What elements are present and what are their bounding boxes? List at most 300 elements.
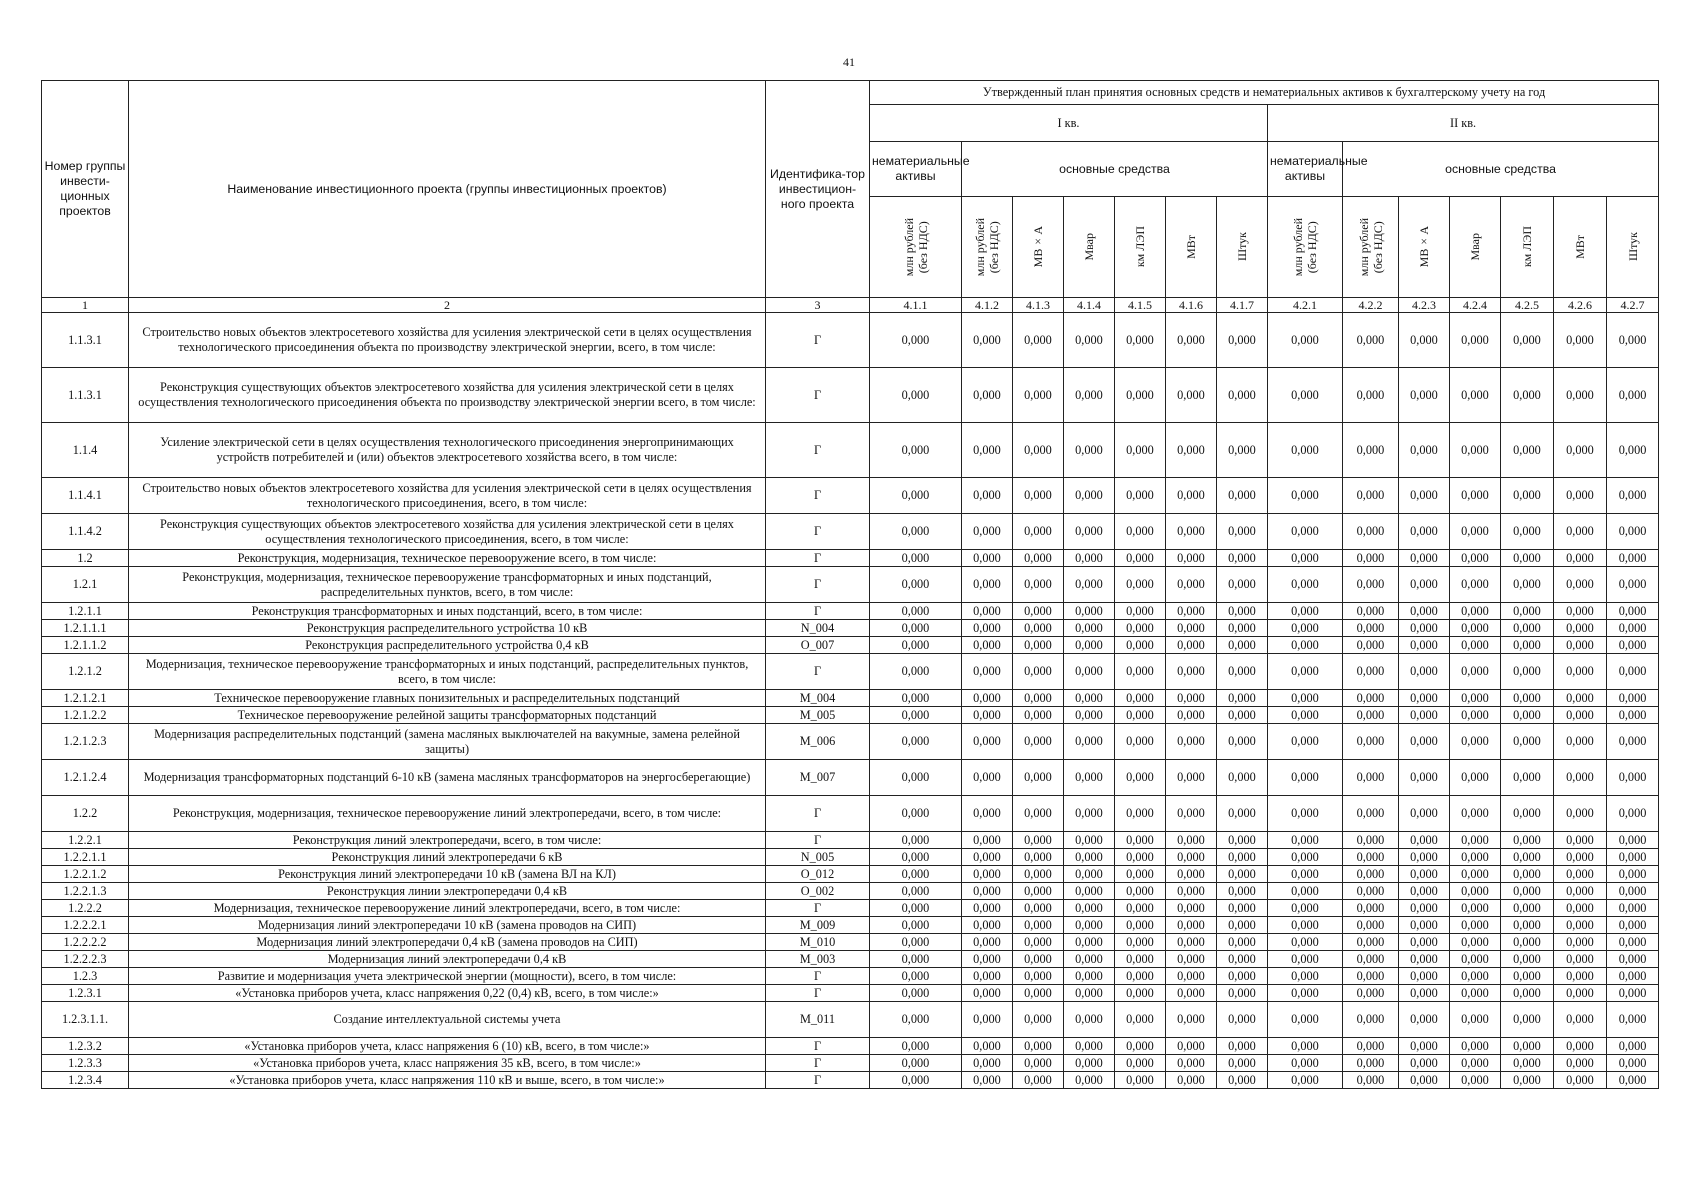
- header-project-id: Идентифика-тор инвестицион-ного проекта: [766, 81, 870, 298]
- value-cell: 0,000: [1554, 707, 1607, 724]
- header-quarter-2: II кв.: [1268, 105, 1659, 142]
- group-number-cell: 1.2: [42, 550, 129, 567]
- value-cell: 0,000: [1268, 1055, 1343, 1072]
- value-cell: 0,000: [1450, 951, 1501, 968]
- value-cell: 0,000: [1554, 866, 1607, 883]
- value-cell: 0,000: [870, 313, 962, 368]
- project-id-cell: М_003: [766, 951, 870, 968]
- value-cell: 0,000: [870, 951, 962, 968]
- value-cell: 0,000: [1607, 567, 1659, 603]
- project-id-cell: N_005: [766, 849, 870, 866]
- value-cell: 0,000: [1013, 620, 1064, 637]
- value-cell: 0,000: [1166, 985, 1217, 1002]
- value-cell: 0,000: [1115, 985, 1166, 1002]
- value-cell: 0,000: [962, 917, 1013, 934]
- group-number-cell: 1.2.2.2.1: [42, 917, 129, 934]
- value-cell: 0,000: [962, 866, 1013, 883]
- value-cell: 0,000: [1013, 368, 1064, 423]
- value-cell: 0,000: [1064, 883, 1115, 900]
- value-cell: 0,000: [1343, 707, 1399, 724]
- value-cell: 0,000: [1399, 724, 1450, 760]
- value-cell: 0,000: [1166, 796, 1217, 832]
- value-cell: 0,000: [962, 796, 1013, 832]
- value-cell: 0,000: [1166, 724, 1217, 760]
- value-cell: 0,000: [1501, 724, 1554, 760]
- value-cell: 0,000: [1399, 1055, 1450, 1072]
- value-cell: 0,000: [1607, 313, 1659, 368]
- value-cell: 0,000: [1554, 1072, 1607, 1089]
- value-cell: 0,000: [962, 1055, 1013, 1072]
- value-cell: 0,000: [962, 550, 1013, 567]
- project-name-cell: Реконструкция, модернизация, техническое перевооружение всего, в том числе:: [129, 550, 766, 567]
- value-cell: 0,000: [1166, 707, 1217, 724]
- project-id-cell: N_004: [766, 620, 870, 637]
- value-cell: 0,000: [1399, 951, 1450, 968]
- value-cell: 0,000: [1217, 550, 1268, 567]
- group-number-cell: 1.1.4.2: [42, 514, 129, 550]
- value-cell: 0,000: [1013, 849, 1064, 866]
- value-cell: 0,000: [1064, 985, 1115, 1002]
- value-cell: 0,000: [962, 423, 1013, 478]
- project-name-cell: Реконструкция существующих объектов электросетевого хозяйства для усиления электрической сети в целях осуществления технологического присоединения объекта по производству электрической энергии всего, в том числе:: [129, 368, 766, 423]
- value-cell: 0,000: [1064, 934, 1115, 951]
- project-name-cell: Модернизация распределительных подстанций (замена масляных выключателей на вакумные, замена релейной защиты): [129, 724, 766, 760]
- value-cell: 0,000: [1501, 690, 1554, 707]
- value-cell: 0,000: [1343, 478, 1399, 514]
- value-cell: 0,000: [1343, 654, 1399, 690]
- table-row: [42, 951, 1659, 968]
- value-cell: 0,000: [1115, 567, 1166, 603]
- value-cell: 0,000: [962, 707, 1013, 724]
- value-cell: 0,000: [1501, 985, 1554, 1002]
- value-cell: 0,000: [1450, 866, 1501, 883]
- value-cell: 0,000: [1013, 478, 1064, 514]
- value-cell: 0,000: [1343, 900, 1399, 917]
- table-row: [42, 849, 1659, 866]
- value-cell: 0,000: [1115, 796, 1166, 832]
- value-cell: 0,000: [1268, 849, 1343, 866]
- value-cell: 0,000: [1607, 1002, 1659, 1038]
- value-cell: 0,000: [870, 985, 962, 1002]
- project-id-cell: О_012: [766, 866, 870, 883]
- value-cell: 0,000: [1450, 707, 1501, 724]
- value-cell: 0,000: [1268, 423, 1343, 478]
- value-cell: 0,000: [1166, 968, 1217, 985]
- value-cell: 0,000: [1064, 917, 1115, 934]
- header-unit-cell: [1268, 197, 1343, 298]
- column-number: 4.1.5: [1115, 298, 1166, 313]
- group-number-cell: 1.1.3.1: [42, 313, 129, 368]
- value-cell: 0,000: [870, 1038, 962, 1055]
- value-cell: 0,000: [1501, 567, 1554, 603]
- value-cell: 0,000: [1115, 514, 1166, 550]
- value-cell: 0,000: [1064, 1038, 1115, 1055]
- project-id-cell: М_005: [766, 707, 870, 724]
- value-cell: 0,000: [1166, 690, 1217, 707]
- value-cell: 0,000: [1217, 900, 1268, 917]
- value-cell: 0,000: [1343, 968, 1399, 985]
- group-number-cell: 1.2.3.2: [42, 1038, 129, 1055]
- value-cell: 0,000: [1607, 654, 1659, 690]
- value-cell: 0,000: [1166, 567, 1217, 603]
- value-cell: 0,000: [1166, 866, 1217, 883]
- header-unit-label: млн рублей (без НДС): [973, 217, 1001, 277]
- value-cell: 0,000: [1450, 1055, 1501, 1072]
- header-unit-cell: [1217, 197, 1268, 298]
- value-cell: 0,000: [1268, 917, 1343, 934]
- table-row: [42, 866, 1659, 883]
- project-name-cell: Реконструкция распределительного устройства 10 кВ: [129, 620, 766, 637]
- column-number: 4.2.1: [1268, 298, 1343, 313]
- value-cell: 0,000: [1501, 883, 1554, 900]
- value-cell: 0,000: [1399, 313, 1450, 368]
- value-cell: 0,000: [1554, 1055, 1607, 1072]
- group-number-cell: 1.2.2.2.3: [42, 951, 129, 968]
- value-cell: 0,000: [962, 478, 1013, 514]
- header-unit-label: млн рублей (без НДС): [1291, 217, 1319, 277]
- header-unit-label: МВ×А: [1031, 226, 1045, 268]
- value-cell: 0,000: [1343, 1038, 1399, 1055]
- value-cell: 0,000: [1166, 478, 1217, 514]
- value-cell: 0,000: [1343, 951, 1399, 968]
- value-cell: 0,000: [1450, 478, 1501, 514]
- value-cell: 0,000: [1013, 796, 1064, 832]
- value-cell: 0,000: [1501, 1055, 1554, 1072]
- value-cell: 0,000: [962, 985, 1013, 1002]
- project-id-cell: Г: [766, 423, 870, 478]
- value-cell: 0,000: [1013, 603, 1064, 620]
- value-cell: 0,000: [1115, 760, 1166, 796]
- value-cell: 0,000: [1115, 951, 1166, 968]
- value-cell: 0,000: [1268, 968, 1343, 985]
- value-cell: 0,000: [870, 883, 962, 900]
- value-cell: 0,000: [1013, 654, 1064, 690]
- value-cell: 0,000: [1607, 985, 1659, 1002]
- column-number: 4.1.3: [1013, 298, 1064, 313]
- value-cell: 0,000: [1217, 368, 1268, 423]
- value-cell: 0,000: [1501, 620, 1554, 637]
- value-cell: 0,000: [1166, 368, 1217, 423]
- column-number: 4.1.7: [1217, 298, 1268, 313]
- value-cell: 0,000: [1607, 1055, 1659, 1072]
- column-number: 4.2.5: [1501, 298, 1554, 313]
- value-cell: 0,000: [1607, 637, 1659, 654]
- value-cell: 0,000: [1115, 478, 1166, 514]
- project-id-cell: Г: [766, 968, 870, 985]
- value-cell: 0,000: [1268, 368, 1343, 423]
- header-unit-cell: [870, 197, 962, 298]
- table-row: [42, 654, 1659, 690]
- project-name-cell: «Установка приборов учета, класс напряжения 6 (10) кВ, всего, в том числе:»: [129, 1038, 766, 1055]
- value-cell: 0,000: [1268, 637, 1343, 654]
- value-cell: 0,000: [962, 368, 1013, 423]
- value-cell: 0,000: [1217, 478, 1268, 514]
- value-cell: 0,000: [1217, 951, 1268, 968]
- value-cell: 0,000: [1217, 724, 1268, 760]
- value-cell: 0,000: [1554, 637, 1607, 654]
- column-number: 1: [42, 298, 129, 313]
- project-id-cell: М_009: [766, 917, 870, 934]
- value-cell: 0,000: [1217, 849, 1268, 866]
- group-number-cell: 1.2.3.4: [42, 1072, 129, 1089]
- value-cell: 0,000: [870, 1055, 962, 1072]
- project-name-cell: Модернизация, техническое перевооружение линий электропередачи, всего, в том числе:: [129, 900, 766, 917]
- column-number: 2: [129, 298, 766, 313]
- value-cell: 0,000: [1217, 883, 1268, 900]
- project-id-cell: Г: [766, 1055, 870, 1072]
- page-number: 41: [843, 55, 855, 69]
- value-cell: 0,000: [1450, 423, 1501, 478]
- value-cell: 0,000: [1115, 883, 1166, 900]
- column-number: 4.2.4: [1450, 298, 1501, 313]
- value-cell: 0,000: [1166, 883, 1217, 900]
- value-cell: 0,000: [870, 620, 962, 637]
- value-cell: 0,000: [1501, 849, 1554, 866]
- value-cell: 0,000: [1554, 1002, 1607, 1038]
- table-row: [42, 900, 1659, 917]
- project-name-cell: Создание интеллектуальной системы учета: [129, 1002, 766, 1038]
- value-cell: 0,000: [1554, 985, 1607, 1002]
- value-cell: 0,000: [1607, 866, 1659, 883]
- header-unit-label: км ЛЭП: [1520, 226, 1534, 268]
- value-cell: 0,000: [1399, 1002, 1450, 1038]
- value-cell: 0,000: [1217, 985, 1268, 1002]
- value-cell: 0,000: [1166, 849, 1217, 866]
- value-cell: 0,000: [1217, 934, 1268, 951]
- value-cell: 0,000: [962, 1038, 1013, 1055]
- value-cell: 0,000: [1607, 849, 1659, 866]
- project-name-cell: «Установка приборов учета, класс напряжения 35 кВ, всего, в том числе:»: [129, 1055, 766, 1072]
- value-cell: 0,000: [870, 849, 962, 866]
- value-cell: 0,000: [1554, 724, 1607, 760]
- value-cell: 0,000: [1064, 637, 1115, 654]
- value-cell: 0,000: [1399, 654, 1450, 690]
- value-cell: 0,000: [870, 603, 962, 620]
- value-cell: 0,000: [1501, 760, 1554, 796]
- group-number-cell: 1.2.1: [42, 567, 129, 603]
- value-cell: 0,000: [1013, 707, 1064, 724]
- header-unit-cell: [1399, 197, 1450, 298]
- project-id-cell: О_007: [766, 637, 870, 654]
- value-cell: 0,000: [870, 1002, 962, 1038]
- value-cell: 0,000: [1217, 707, 1268, 724]
- value-cell: 0,000: [1399, 866, 1450, 883]
- group-number-cell: 1.2.3.1.1.: [42, 1002, 129, 1038]
- value-cell: 0,000: [1013, 900, 1064, 917]
- value-cell: 0,000: [962, 514, 1013, 550]
- value-cell: 0,000: [1399, 917, 1450, 934]
- value-cell: 0,000: [1501, 637, 1554, 654]
- value-cell: 0,000: [962, 567, 1013, 603]
- header-unit-label: млн рублей (без НДС): [901, 217, 930, 277]
- value-cell: 0,000: [1501, 900, 1554, 917]
- value-cell: 0,000: [1217, 567, 1268, 603]
- table-row: [42, 934, 1659, 951]
- value-cell: 0,000: [1013, 760, 1064, 796]
- value-cell: 0,000: [1501, 654, 1554, 690]
- value-cell: 0,000: [1115, 603, 1166, 620]
- value-cell: 0,000: [962, 1072, 1013, 1089]
- value-cell: 0,000: [1607, 707, 1659, 724]
- project-name-cell: Модернизация линий электропередачи 0,4 кВ: [129, 951, 766, 968]
- value-cell: 0,000: [1399, 514, 1450, 550]
- value-cell: 0,000: [1064, 1055, 1115, 1072]
- value-cell: 0,000: [1064, 866, 1115, 883]
- value-cell: 0,000: [1217, 968, 1268, 985]
- value-cell: 0,000: [1217, 620, 1268, 637]
- value-cell: 0,000: [1268, 866, 1343, 883]
- value-cell: 0,000: [1554, 883, 1607, 900]
- project-id-cell: Г: [766, 313, 870, 368]
- value-cell: 0,000: [1343, 760, 1399, 796]
- value-cell: 0,000: [1268, 690, 1343, 707]
- value-cell: 0,000: [1554, 796, 1607, 832]
- value-cell: 0,000: [1607, 934, 1659, 951]
- value-cell: 0,000: [1343, 514, 1399, 550]
- table-row: [42, 883, 1659, 900]
- value-cell: 0,000: [1450, 514, 1501, 550]
- value-cell: 0,000: [1217, 1002, 1268, 1038]
- value-cell: 0,000: [1450, 313, 1501, 368]
- group-number-cell: 1.2.2: [42, 796, 129, 832]
- value-cell: 0,000: [1343, 368, 1399, 423]
- value-cell: 0,000: [1399, 883, 1450, 900]
- project-name-cell: Техническое перевооружение главных понизительных и распределительных подстанций: [129, 690, 766, 707]
- value-cell: 0,000: [1115, 1072, 1166, 1089]
- header-plan-title: Утвержденный план принятия основных средств и нематериальных активов к бухгалтерскому учету на год: [870, 81, 1659, 105]
- value-cell: 0,000: [1115, 724, 1166, 760]
- value-cell: 0,000: [1166, 951, 1217, 968]
- header-unit-label: Мвар: [1468, 233, 1482, 261]
- group-number-cell: 1.2.2.2: [42, 900, 129, 917]
- value-cell: 0,000: [1399, 368, 1450, 423]
- value-cell: 0,000: [1115, 1038, 1166, 1055]
- column-number: 3: [766, 298, 870, 313]
- value-cell: 0,000: [1450, 567, 1501, 603]
- value-cell: 0,000: [1115, 917, 1166, 934]
- value-cell: 0,000: [1013, 724, 1064, 760]
- column-number: 4.2.6: [1554, 298, 1607, 313]
- table-row: [42, 514, 1659, 550]
- project-name-cell: Модернизация, техническое перевооружение трансформаторных и иных подстанций, распределительных пунктов, всего, в том числе:: [129, 654, 766, 690]
- value-cell: 0,000: [1217, 866, 1268, 883]
- table-row: [42, 423, 1659, 478]
- column-number: 4.2.3: [1399, 298, 1450, 313]
- header-unit-cell: [1501, 197, 1554, 298]
- project-name-cell: Реконструкция линий электропередачи, всего, в том числе:: [129, 832, 766, 849]
- value-cell: 0,000: [1450, 654, 1501, 690]
- project-id-cell: Г: [766, 1038, 870, 1055]
- value-cell: 0,000: [1013, 1072, 1064, 1089]
- value-cell: 0,000: [1343, 832, 1399, 849]
- value-cell: 0,000: [1501, 934, 1554, 951]
- value-cell: 0,000: [1217, 796, 1268, 832]
- header-intangible-q2: нематериальные активы: [1268, 142, 1343, 197]
- value-cell: 0,000: [1554, 654, 1607, 690]
- value-cell: 0,000: [1343, 1002, 1399, 1038]
- value-cell: 0,000: [1399, 637, 1450, 654]
- group-number-cell: 1.2.3.1: [42, 985, 129, 1002]
- value-cell: 0,000: [1554, 832, 1607, 849]
- project-id-cell: М_007: [766, 760, 870, 796]
- value-cell: 0,000: [870, 567, 962, 603]
- table-row: [42, 707, 1659, 724]
- table-row: [42, 478, 1659, 514]
- value-cell: 0,000: [962, 637, 1013, 654]
- value-cell: 0,000: [1217, 514, 1268, 550]
- value-cell: 0,000: [1064, 567, 1115, 603]
- table-row: [42, 917, 1659, 934]
- value-cell: 0,000: [1607, 603, 1659, 620]
- value-cell: 0,000: [1607, 883, 1659, 900]
- table-row: [42, 637, 1659, 654]
- value-cell: 0,000: [1343, 934, 1399, 951]
- value-cell: 0,000: [1268, 478, 1343, 514]
- value-cell: 0,000: [1554, 951, 1607, 968]
- value-cell: 0,000: [1450, 550, 1501, 567]
- value-cell: 0,000: [1268, 934, 1343, 951]
- header-unit-cell: [1166, 197, 1217, 298]
- header-unit-label: Штук: [1235, 232, 1249, 262]
- value-cell: 0,000: [1501, 603, 1554, 620]
- value-cell: 0,000: [1064, 968, 1115, 985]
- value-cell: 0,000: [1166, 313, 1217, 368]
- value-cell: 0,000: [1064, 1002, 1115, 1038]
- value-cell: 0,000: [1166, 1002, 1217, 1038]
- value-cell: 0,000: [1166, 760, 1217, 796]
- project-name-cell: Техническое перевооружение релейной защиты трансформаторных подстанций: [129, 707, 766, 724]
- value-cell: 0,000: [962, 883, 1013, 900]
- value-cell: 0,000: [1450, 637, 1501, 654]
- value-cell: 0,000: [1501, 1072, 1554, 1089]
- project-id-cell: Г: [766, 550, 870, 567]
- table-row: [42, 1072, 1659, 1089]
- value-cell: 0,000: [1115, 313, 1166, 368]
- value-cell: 0,000: [1450, 796, 1501, 832]
- value-cell: 0,000: [1501, 550, 1554, 567]
- value-cell: 0,000: [1115, 849, 1166, 866]
- value-cell: 0,000: [1399, 900, 1450, 917]
- value-cell: 0,000: [1013, 1002, 1064, 1038]
- project-id-cell: Г: [766, 567, 870, 603]
- value-cell: 0,000: [962, 951, 1013, 968]
- group-number-cell: 1.2.2.1.3: [42, 883, 129, 900]
- table-row: [42, 368, 1659, 423]
- value-cell: 0,000: [1399, 567, 1450, 603]
- value-cell: 0,000: [1450, 1038, 1501, 1055]
- project-id-cell: Г: [766, 985, 870, 1002]
- group-number-cell: 1.2.1.2.4: [42, 760, 129, 796]
- group-number-cell: 1.2.3.3: [42, 1055, 129, 1072]
- value-cell: 0,000: [962, 654, 1013, 690]
- value-cell: 0,000: [1501, 423, 1554, 478]
- project-id-cell: М_004: [766, 690, 870, 707]
- project-id-cell: Г: [766, 368, 870, 423]
- value-cell: 0,000: [1166, 514, 1217, 550]
- value-cell: 0,000: [1399, 707, 1450, 724]
- table-row: [42, 550, 1659, 567]
- value-cell: 0,000: [1166, 620, 1217, 637]
- value-cell: 0,000: [962, 1002, 1013, 1038]
- group-number-cell: 1.2.2.1.1: [42, 849, 129, 866]
- value-cell: 0,000: [1268, 620, 1343, 637]
- value-cell: 0,000: [1450, 968, 1501, 985]
- value-cell: 0,000: [1013, 866, 1064, 883]
- value-cell: 0,000: [1607, 796, 1659, 832]
- value-cell: 0,000: [1399, 478, 1450, 514]
- group-number-cell: 1.1.3.1: [42, 368, 129, 423]
- column-number: 4.1.2: [962, 298, 1013, 313]
